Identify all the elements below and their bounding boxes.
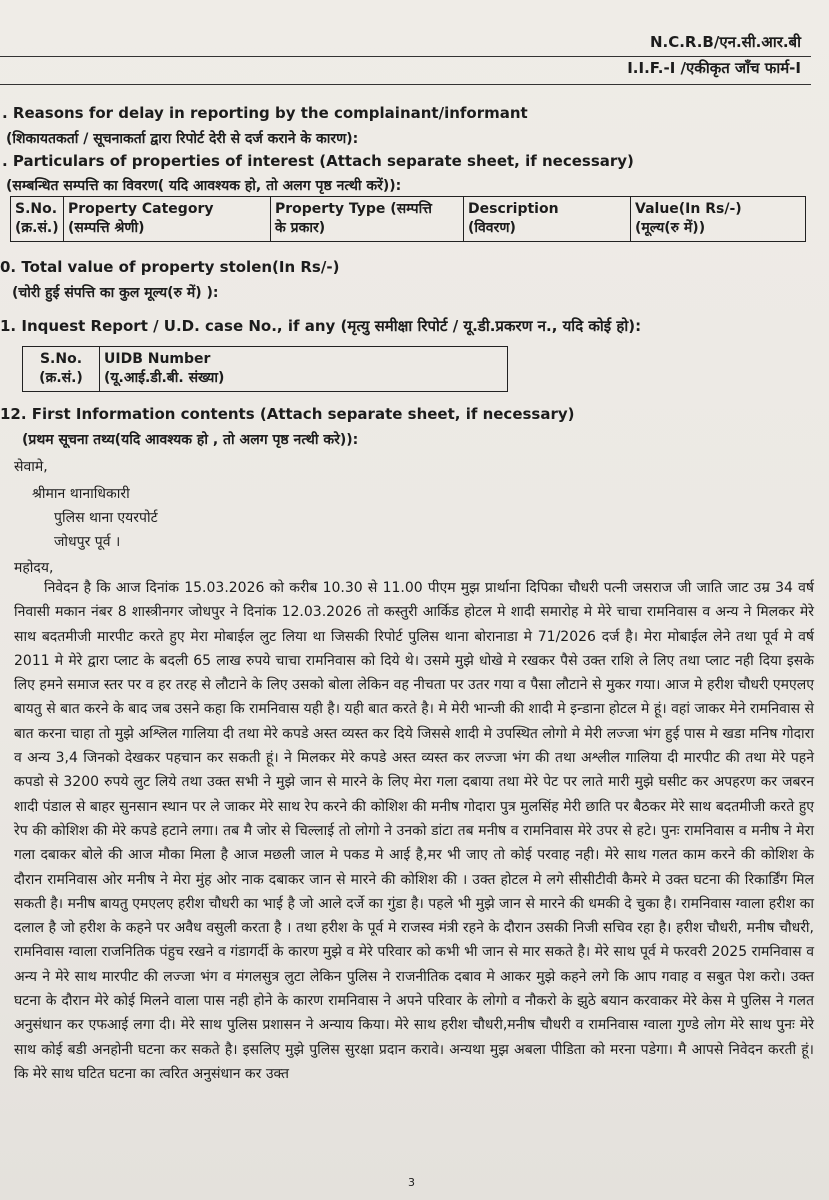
page-number: 3 bbox=[408, 1176, 415, 1189]
table-row bbox=[23, 347, 508, 392]
letter-greeting: महोदय, bbox=[14, 560, 54, 576]
uidb-table bbox=[22, 346, 508, 392]
table-row bbox=[11, 197, 806, 242]
letter-salutation: सेवामे, bbox=[14, 459, 48, 475]
header-rule bbox=[0, 84, 811, 85]
section-9-title: . Particulars of properties of interest (Attach separate sheet, if necessary) bbox=[2, 152, 634, 170]
property-table bbox=[10, 196, 806, 242]
header-rule bbox=[0, 56, 811, 57]
table-header-cell: Value(In Rs/-) (मूल्य(रु में)) bbox=[631, 197, 806, 242]
form-header: I.I.F.-I /एकीकृत जाँच फार्म-I bbox=[627, 59, 801, 77]
letter-addressee-line: जोधपुर पूर्व । bbox=[54, 534, 121, 550]
section-12-hindi: (प्रथम सूचना तथ्य(यदि आवश्यक हो , तो अलग पृष्ठ नत्थी करे)): bbox=[22, 432, 359, 448]
section-8-hindi: (शिकायतकर्ता / सूचनाकर्ता द्वारा रिपोर्ट देरी से दर्ज कराने के कारण): bbox=[6, 131, 359, 147]
table-header-cell: Property Category (सम्पत्ति श्रेणी) bbox=[64, 197, 271, 242]
table-header-cell: Property Type (सम्पत्ति के प्रकार) bbox=[271, 197, 464, 242]
letter-body bbox=[14, 576, 814, 1086]
table-header-cell: Description (विवरण) bbox=[464, 197, 631, 242]
section-11-title: 1. Inquest Report / U.D. case No., if any (मृत्यु समीक्षा रिपोर्ट / यू.डी.प्रकरण न., यदि कोई हो): bbox=[0, 317, 642, 335]
ncrb-header: N.C.R.B/एन.सी.आर.बी bbox=[649, 33, 801, 51]
letter-addressee-line: श्रीमान थानाधिकारी bbox=[32, 486, 130, 502]
table-header-cell: UIDB Number (यू.आई.डी.बी. संख्या) bbox=[100, 347, 508, 392]
table-header-cell: S.No. (क्र.सं.) bbox=[11, 197, 64, 242]
letter-addressee-line: पुलिस थाना एयरपोर्ट bbox=[54, 510, 158, 526]
section-10-hindi: (चोरी हुई संपत्ति का कुल मूल्य(रु में) ): bbox=[12, 285, 219, 301]
section-12-title: 12. First Information contents (Attach separate sheet, if necessary) bbox=[0, 405, 575, 423]
section-8-title: . Reasons for delay in reporting by the complainant/informant bbox=[2, 104, 528, 122]
section-9-hindi: (सम्बन्धित सम्पत्ति का विवरण( यदि आवश्यक हो, तो अलग पृष्ठ नत्थी करें)): bbox=[6, 178, 402, 194]
letter-body-paragraph: निवेदन है कि आज दिनांक 15.03.2026 को करीब 10.30 से 11.00 पीएम मुझ प्रार्थाना दिपिका चौधरी पत्नी जसराज जी जाति जाट उम्र 34 वर्ष निवासी मकान नंबर 8 शास्त्रीनगर जोधपुर ने दिनांक 12.03.2026 तो कस्तुरी आर्किड होटल मे शादी समारोह मे मेरे चाचा रामनिवास व अन्य ने मिलकर मेरे साथ बदतमीजी मारपीट करते हुए मेरा मोबाईल लुट लिया था जिसकी रिपोर्ट पुलिस थाना बोरानाडा मे 71/2026 दर्ज है। मेरा मोबाईल लेने तथा पूर्व मे वर्ष 2011 मे मेरे द्वारा प्लाट के बदली 65 लाख रुपये चाचा रामनिवास को दिये थे। उसमे मुझे धोखे मे रखकर पैसे उक्त राशि ले लिए तथा प्लाट नही दिया इसके लिए हमने समाज स्तर पर व हर तरह से लौटाने के लिए उसको बोला लेकिन वह नीचता पर उतर गया व पैसा लौटाने से मुकर गया। आज मे हरीश चौधरी एमएलए बायतु से बात करने के बाद जब उसने कहा कि रामनिवास यही है। यही बात करते है। मे मेरी भान्जी की शादी मे इन्डाना होटल मे हूं। वहां जाकर मेने रामनिवास से बात करना चाहा तो मुझे अश्लिल गालिया दी तथा मेरे कपडे अस्त व्यस्त कर दिये जिससे शादी मे उपस्थित लोगो मे मेरी लज्जा भंग हुई पास मे खडा मनिष गोदारा व अन्य 3,4 जिनको देखकर पहचान कर सकती हूं। ने मिलकर मेरे कपडे अस्त व्यस्त कर लज्जा भंग की तथा अश्लील गालिया दी मारपीट की तथा मेरे पहने कपडो से 3200 रुपये लुट लिये तथा उक्त सभी ने मुझे जान से मारने के लिए मेरा गला दबाया तथा मेरे पेट पर लाते मारी मुझे घसीट कर अपहरण कर जबरन शादी पंडाल से बाहर सुनसान स्थान पर ले जाकर मेरे साथ रेप करने की कोशिश की मनीष गोदारा पुत्र मुलसिंह मेरी छाति पर बैठकर मेरे साथ बदतमीजी करते हुए रेप की कोशिश की मेरे कपडे हटाने लगा। तब मै जोर से चिल्लाई तो लोगो ने उनको डांटा तब मनीष व रामनिवास मेरे उपर से हटे। पुनः रामनिवास व मनीष ने मेरा गला दबाकर बोले की आज मौका मिला है आज मछली जाल मे पकड मे आई है,मर भी जाए तो कोई परवाह नही। मेरे साथ गलत काम करने की कोशिश के दौरान रामनिवास ओर मनीष ने मेरा मुंह ओर नाक दबाकर जान से मारने की कोशिश की । उक्त होटल मे लगे सीसीटीवी कैमरे मे उक्त घटना की रिकार्डिंग मिल सकती है। मनीष बायतु एमएलए हरीश चौधरी का भाई है जो आले दर्जे का गुंडा है। पहले भी मुझे जान से मारने की धमकी दे चुका है। रामनिवास ग्वाला हरीश का दलाल है जो हरीश के कहने पर अवैध वसुली करता है । तथा हरीश के पूर्व मे राजस्व मंत्री रहने के दौरान उसकी निजी सचिव रहा है। हरीश चौधरी, मनीष चौधरी, रामनिवास ग्वाला राजनितिक पंहुच रखने व गंडागर्दी के कारण मुझे व मेरे परिवार को कभी भी जान से मार सकते है। मेरे साथ पूर्व मे फरवरी 2025 रामनिवास व अन्य ने मेरे साथ मारपीट की लज्जा भंग व मंगलसुत्र लुटा लेकिन पुलिस ने राजनीतिक दबाव मे आकर मुझे कहने लगे कि आप गवाह व सबुत पेश करो। उक्त घटना के दौरान मेरे कोई मिलने वाला पास नही होने के कारण रामनिवास ने अपने परिवार के लोगो व नौकरो के झुठे बयान करवाकर मेरे केस मे पुलिस ने गलत अनुसंधान कर एफआई लगा दी। मेरे साथ पुलिस प्रशासन ने अन्याय किया। मेरे साथ हरीश चौधरी,मनीष चौधरी व रामनिवास ग्वाला गुण्डे लोग मेरे साथ पुनः मेरे साथ कोई बडी अनहोनी घटना कर सकते है। इसलिए मुझे पुलिस सुरक्षा प्रदान करावे। अन्यथा मुझ अबला पीडिता को मरना पडेगा। मै आपसे निवेदन करती हूं। कि मेरे साथ घटित घटना का त्वरित अनुसंधान कर उक्त bbox=[14, 580, 814, 1082]
table-header-cell: S.No. (क्र.सं.) bbox=[23, 347, 100, 392]
section-10-title: 0. Total value of property stolen(In Rs/-) bbox=[0, 258, 340, 276]
